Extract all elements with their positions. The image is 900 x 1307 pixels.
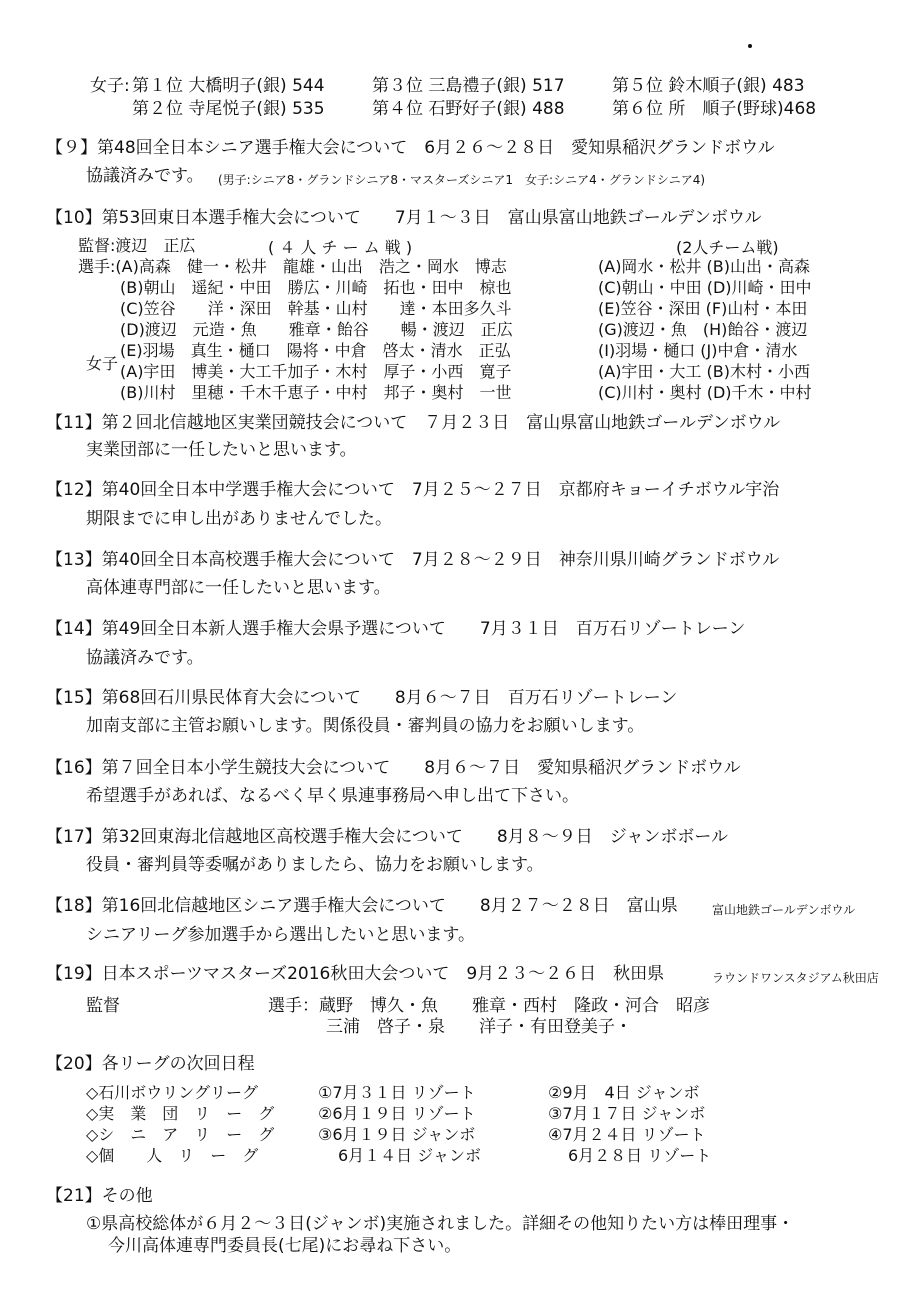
result-entry: 第１位 大橋明子(銀) 544 bbox=[132, 76, 325, 96]
roster-row: (C)笠谷 洋・深田 幹基・山村 達・本田多久斗 bbox=[120, 299, 512, 318]
league-date: ③7月１７日 ジャンボ bbox=[548, 1104, 706, 1123]
section-body: 高体連専門部に一任したいと思います。 bbox=[86, 578, 391, 598]
section-heading: 【９】第48回全日本シニア選手権大会について 6月２６～２８日 愛知県稲沢グランドボウル bbox=[46, 138, 775, 158]
section-heading: 【12】第40回全日本中学選手権大会について 7月２５～２７日 京都府キョーイチボウル宇治 bbox=[46, 480, 780, 500]
pair-row: (A)宇田・大工 (B)木村・小西 bbox=[598, 362, 810, 381]
roster-row: (D)渡辺 元造・魚 雅章・飴谷 暢・渡辺 正広 bbox=[120, 320, 513, 339]
team-note: ( ４ 人 チ ー ム 戦 ) bbox=[268, 238, 413, 257]
pair-row: (E)笠谷・深田 (F)山村・本田 bbox=[598, 299, 808, 318]
section-body: 期限までに申し出がありませんでした。 bbox=[86, 509, 392, 529]
players-line: 選手：蔵野 博久・魚 雅章・西村 隆政・河合 昭彦 bbox=[268, 996, 710, 1016]
league-date: 6月１４日 ジャンボ bbox=[338, 1146, 481, 1165]
result-entry: 第３位 三島禮子(銀) 517 bbox=[372, 76, 565, 96]
roster-row: 選手:(A)高森 健一・松井 龍雄・山出 浩之・岡水 博志 bbox=[78, 257, 507, 276]
league-date: ①7月３１日 リゾート bbox=[318, 1083, 476, 1102]
players-line: 三浦 啓子・泉 洋子・有田登美子・ bbox=[326, 1017, 632, 1037]
league-date: 6月２８日 リゾート bbox=[568, 1146, 712, 1165]
section-heading: 【13】第40回全日本高校選手権大会について 7月２８～２９日 神奈川県川崎グランドボウル bbox=[46, 550, 780, 570]
section-body: 協議済みです。 bbox=[86, 166, 204, 186]
pair-row: (I)羽場・樋口 (J)中倉・清水 bbox=[598, 341, 798, 360]
section-heading: 【11】第２回北信越地区実業団競技会について ７月２３日 富山県富山地鉄ゴールデンボウル bbox=[46, 413, 781, 433]
section-heading: 【10】第53回東日本選手権大会について 7月１～３日 富山県富山地鉄ゴールデンボウル bbox=[46, 208, 762, 228]
section-heading: 【20】各リーグの次回日程 bbox=[46, 1054, 255, 1074]
pair-row: (G)渡辺・魚 (H)飴谷・渡辺 bbox=[598, 320, 808, 339]
section-heading: 【19】日本スポーツマスターズ2016秋田大会ついて 9月２３～２６日 秋田県 bbox=[46, 964, 665, 984]
roster-row: (A)宇田 博美・大工千加子・木村 厚子・小西 寛子 bbox=[120, 362, 512, 381]
pair-row: (C)朝山・中田 (D)川崎・田中 bbox=[598, 278, 812, 297]
section-body: 加南支部に主管お願いします。関係役員・審判員の協力をお願いします。 bbox=[86, 716, 645, 736]
coach-label: 監督 bbox=[86, 996, 120, 1016]
venue-small: 富山地鉄ゴールデンボウル bbox=[712, 903, 856, 917]
roster-row: (B)朝山 遥紀・中田 勝広・川崎 拓也・田中 椋也 bbox=[120, 278, 512, 297]
section-body: 実業団部に一任したいと思います。 bbox=[86, 440, 357, 460]
league-name: ◇石川ボウリングリーグ bbox=[86, 1083, 258, 1102]
venue-small: ラウンドワンスタジアム秋田店 bbox=[712, 971, 879, 985]
coach-line: 監督:渡辺 正広 bbox=[78, 236, 196, 255]
league-date: ④7月２４日 リゾート bbox=[548, 1125, 706, 1144]
result-entry: 第４位 石野好子(銀) 488 bbox=[372, 99, 565, 119]
section-heading: 【17】第32回東海北信越地区高校選手権大会について 8月８～９日 ジャンボボール bbox=[46, 827, 729, 847]
result-entry: 第２位 寺尾悦子(銀) 535 bbox=[132, 99, 325, 119]
section-heading: 【14】第49回全日本新人選手権大会県予選について 7月３１日 百万石リゾートレーン bbox=[46, 619, 746, 639]
section-body: 希望選手があれば、なるべく早く県連事務局へ申し出て下さい。 bbox=[86, 786, 579, 806]
roster-row: (E)羽場 真生・樋口 陽将・中倉 啓太・清水 正弘 bbox=[120, 341, 511, 360]
roster-row: (B)川村 里穂・千木千恵子・中村 邦子・奥村 一世 bbox=[120, 383, 512, 402]
result-entry: 第５位 鈴木順子(銀) 483 bbox=[612, 76, 805, 96]
section-heading: 【15】第68回石川県民体育大会について 8月６～７日 百万石リゾートレーン bbox=[46, 688, 678, 708]
league-name: ◇個 人 リ ー グ bbox=[86, 1146, 259, 1165]
section-body: 今川高体連専門委員長(七尾)にお尋ね下さい。 bbox=[108, 1236, 462, 1256]
female-label: 女子 bbox=[86, 354, 119, 373]
stray-dot bbox=[748, 44, 752, 48]
league-date: ②9月 4日 ジャンボ bbox=[548, 1083, 700, 1102]
league-name: ◇実 業 団 リ ー グ bbox=[86, 1104, 275, 1123]
team-note-right: (2人チーム戦) bbox=[676, 238, 779, 257]
section-body: ①県高校総体が６月２～３日(ジャンボ)実施されました。詳細その他知りたい方は棒田理事・ bbox=[86, 1214, 795, 1234]
section-heading: 【21】その他 bbox=[46, 1186, 153, 1206]
results-label: 女子: bbox=[90, 76, 130, 96]
section-heading: 【16】第７回全日本小学生競技大会について 8月６～７日 愛知県稲沢グランドボウル bbox=[46, 758, 741, 778]
league-date: ②6月１９日 リゾート bbox=[318, 1104, 476, 1123]
section-note: (男子:シニア8・グランドシニア8・マスターズシニア1 女子:シニア4・グランドシニア4) bbox=[218, 173, 706, 187]
section-body: 役員・審判員等委嘱がありましたら、協力をお願いします。 bbox=[86, 855, 544, 875]
league-name: ◇シ ニ ア リ ー グ bbox=[86, 1125, 275, 1144]
league-date: ③6月１９日 ジャンボ bbox=[318, 1125, 476, 1144]
pair-row: (A)岡水・松井 (B)山出・高森 bbox=[598, 257, 810, 276]
section-heading: 【18】第16回北信越地区シニア選手権大会について 8月２７～２８日 富山県 bbox=[46, 896, 678, 916]
result-entry: 第６位 所 順子(野球)468 bbox=[612, 99, 817, 119]
section-body: 協議済みです。 bbox=[86, 648, 204, 668]
section-body: シニアリーグ参加選手から選出したいと思います。 bbox=[86, 925, 475, 945]
pair-row: (C)川村・奥村 (D)千木・中村 bbox=[598, 383, 812, 402]
